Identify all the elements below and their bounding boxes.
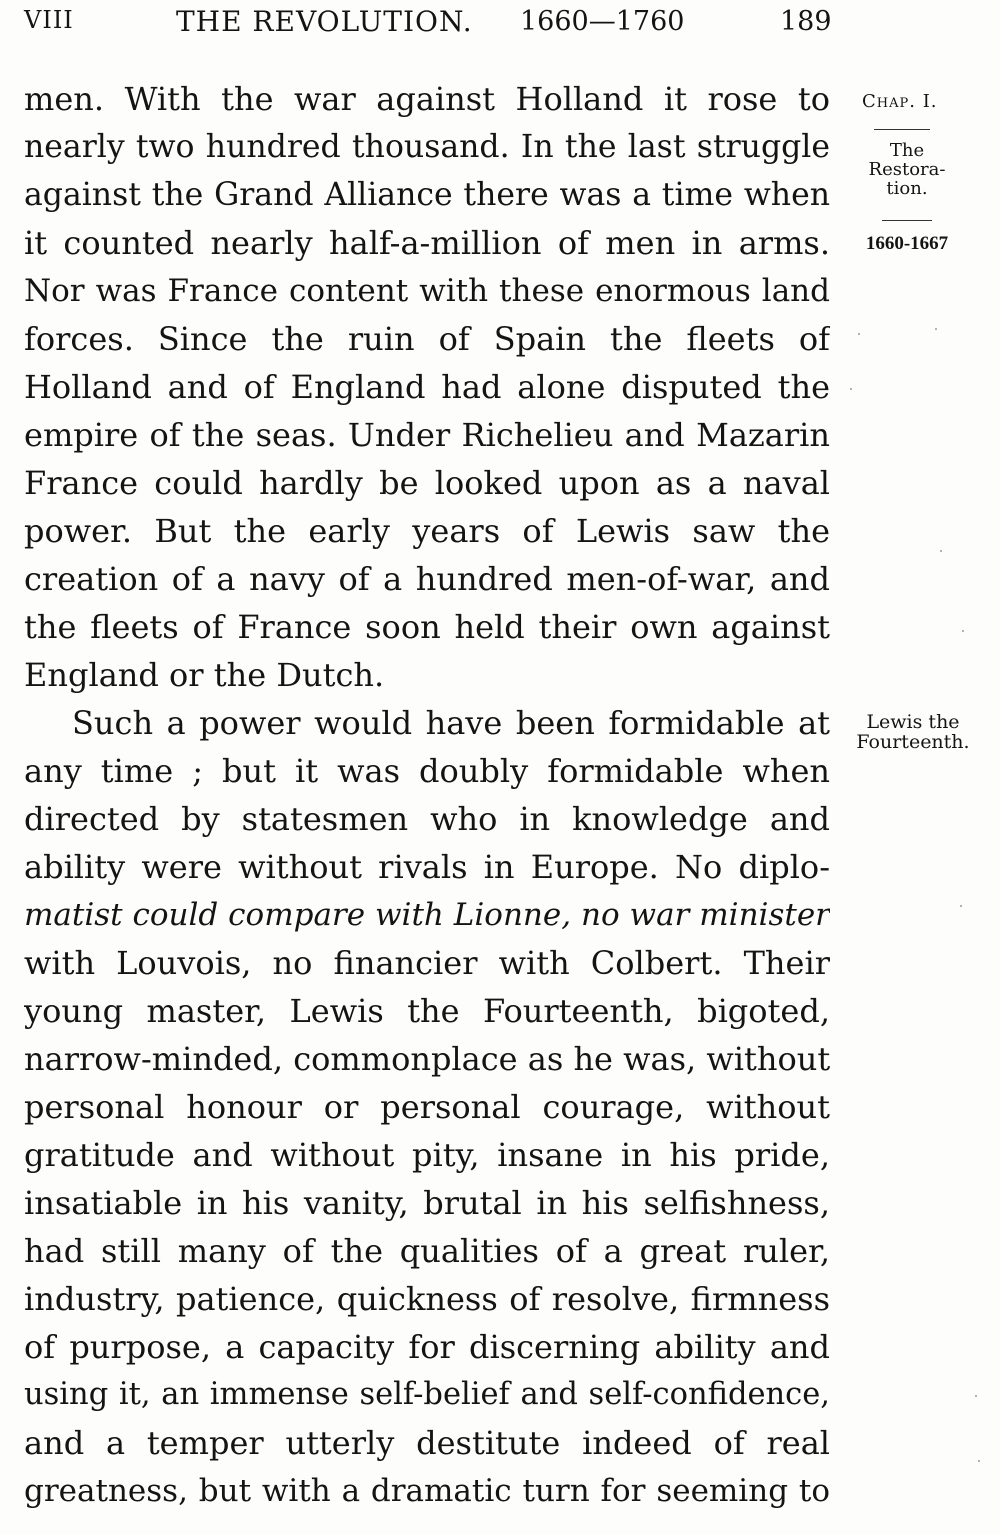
scan-speck [935,328,937,330]
text-line: Nor was France content with these enormous land [24,273,830,309]
scan-speck [975,1395,977,1397]
body-text [24,75,830,1515]
text-line: Such a power would have been formidable at [72,704,830,742]
running-header-chapter-number: VIII [24,6,74,34]
text-line: gratitude and without pity, insane in his pride, [24,1136,830,1174]
text-line: the fleets of France soon held their own against [24,608,830,646]
text-line: Holland and of England had alone disputed the [24,368,830,406]
margin-note-date-range: 1660-1667 [865,233,949,254]
text-line: had still many of the qualities of a great ruler, [24,1232,830,1270]
text-line: young master, Lewis the Fourteenth, bigoted, [24,992,830,1030]
page-number: 189 [780,6,832,37]
text-line: men. With the war against Holland it rose to [24,80,830,118]
text-line: France could hardly be looked upon as a naval [24,464,830,502]
margin-rule [882,220,932,221]
margin-note-line: Fourteenth. [856,730,970,753]
margin-note-lewis [843,713,983,753]
margin-note-line: tion. [886,177,928,199]
text-line: it counted nearly half-a-million of men in arms. [24,224,830,262]
text-line: and a temper utterly destitute indeed of real [24,1424,830,1462]
text-line: any time ; but it was doubly formidable when [24,752,830,790]
scan-speck [940,550,942,552]
scan-speck [960,905,962,907]
scan-speck [962,630,964,632]
text-line: industry, patience, quickness of resolve, firmness [24,1280,830,1318]
text-line: against the Grand Alliance there was a time when [24,177,830,213]
margin-rule [874,129,930,130]
margin-note-chapter: Chap. I. [862,91,938,112]
text-line: insatiable in his vanity, brutal in his selfishness, [24,1184,830,1222]
text-line: England or the Dutch. [24,656,385,694]
text-line: with Louvois, no financier with Colbert. Their [24,944,830,982]
text-line: using it, an immense self-belief and self-confidence, [24,1377,830,1412]
text-line: narrow-minded, commonplace as he was, without [24,1040,830,1078]
text-line: directed by statesmen who in knowledge and [24,800,830,838]
paragraph-1 [24,75,830,699]
text-line: greatness, but with a dramatic turn for seeming to [24,1473,830,1509]
scan-speck [978,1460,980,1462]
running-header-title: THE REVOLUTION. [176,5,473,38]
text-line: of purpose, a capacity for discerning ability and [24,1328,830,1366]
running-header-dates: 1660—1760 [520,6,685,37]
text-line: power. But the early years of Lewis saw the [24,512,830,550]
italic-run: matist could compare with Lionne, no war minister [24,897,830,933]
margin-note-subject [852,142,962,199]
text-line: empire of the seas. Under Richelieu and Mazarin [24,416,830,454]
text-line: personal honour or personal courage, without [24,1088,830,1126]
paragraph-2 [24,699,830,1515]
margin-note-line: Lewis the [866,711,960,733]
text-line: creation of a navy of a hundred men-of-war, and [24,560,830,598]
margin-note-line: Restora- [868,158,946,180]
text-line: ability were without rivals in Europe. No diplo- [24,848,830,886]
scan-speck [850,388,852,390]
text-line: nearly two hundred thousand. In the last struggle [24,129,830,165]
text-line: forces. Since the ruin of Spain the fleets of [24,320,830,358]
margin-note-line: The [889,140,925,161]
text-line [24,891,830,939]
scan-speck [858,333,860,335]
